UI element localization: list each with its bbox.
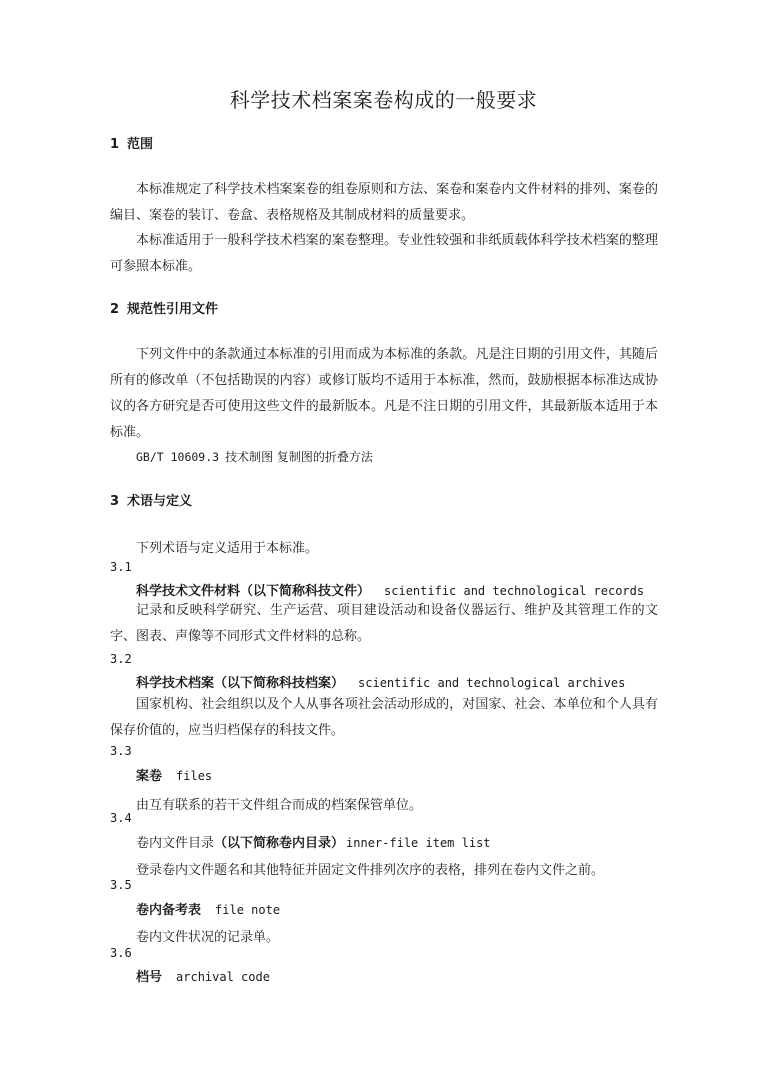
section-title: 术语与定义: [127, 494, 193, 509]
term-zh: 案卷: [136, 769, 163, 784]
section-number: 3: [110, 494, 120, 509]
reference-entry: [136, 448, 373, 465]
clause-number: 3.3: [110, 744, 132, 758]
section-number: 1: [110, 137, 120, 152]
term-zh: 科学技术档案（以下简称科技档案）: [136, 676, 345, 691]
scope-paragraph-2: 本标准适用于一般科学技术档案的案卷整理。专业性较强和非纸质载体科学技术档案的整理可参照本标准。: [110, 233, 658, 274]
term-entry: [136, 765, 212, 784]
term-entry: [136, 899, 280, 918]
term-definition: 登录卷内文件题名和其他特征并固定文件排列次序的表格，排列在卷内文件之前。: [136, 863, 605, 878]
section-title: 范围: [127, 137, 154, 152]
section-title: 规范性引用文件: [127, 302, 219, 317]
section-heading-terms: [110, 490, 192, 509]
clause-number: 3.6: [110, 946, 132, 960]
term-entry: [136, 580, 644, 599]
scope-paragraph-1: 本标准规定了科学技术档案案卷的组卷原则和方法、案卷和案卷内文件材料的排列、案卷的编目、案卷的装订、卷盒、表格规格及其制成材料的质量要求。: [110, 182, 658, 223]
term-zh: 卷内备考表: [136, 903, 202, 918]
reference-title: 技术制图 复制图的折叠方法: [225, 450, 373, 464]
term-zh: 卷内文件目录: [136, 836, 215, 851]
terms-intro: 下列术语与定义适用于本标准。: [136, 541, 319, 556]
clause-number: 3.1: [110, 560, 132, 574]
clause-number: 3.4: [110, 811, 132, 825]
clause-number: 3.2: [110, 652, 132, 666]
references-paragraph: 下列文件中的条款通过本标准的引用而成为本标准的条款。凡是注日期的引用文件，其随后所有的修改单（不包括勘误的内容）或修订版均不适用于本标准，然而，鼓励根据本标准达成协议的各方研究是否可使用这些文件的最新版本。凡是不注日期的引用文件，其最新版本适用于本标准。: [110, 347, 658, 440]
term-zh-note: （以下简称卷内目录）: [214, 836, 345, 851]
reference-code: GB/T 10609.3: [136, 450, 220, 464]
document-title: 科学技术档案案卷构成的一般要求: [229, 88, 538, 112]
term-en: archival code: [176, 970, 270, 984]
term-en: scientific and technological archives: [358, 676, 626, 690]
term-definition: 国家机构、社会组织以及个人从事各项社会活动形成的，对国家、社会、本单位和个人具有保存价值的，应当归档保存的科技文件。: [110, 697, 658, 738]
term-en: files: [176, 769, 213, 783]
clause-number: 3.5: [110, 878, 132, 892]
section-number: 2: [110, 302, 120, 317]
term-definition: 卷内文件状况的记录单。: [136, 930, 280, 945]
term-definition: 由互有联系的若干文件组合而成的档案保管单位。: [136, 798, 423, 813]
term-definition: 记录和反映科学研究、生产运营、项目建设活动和设备仪器运行、维护及其管理工作的文字、图表、声像等不同形式文件材料的总称。: [110, 603, 658, 644]
term-en: file note: [215, 903, 281, 917]
section-heading-normative-references: [110, 298, 218, 317]
term-zh: 档号: [136, 970, 163, 985]
section-heading-scope: [110, 133, 153, 152]
term-entry: [136, 832, 491, 851]
term-en: inner-file item list: [346, 836, 491, 850]
term-entry: [136, 966, 270, 985]
term-zh: 科学技术文件材料（以下简称科技文件）: [136, 584, 371, 599]
term-en: scientific and technological records: [384, 584, 645, 598]
term-entry: [136, 672, 625, 691]
